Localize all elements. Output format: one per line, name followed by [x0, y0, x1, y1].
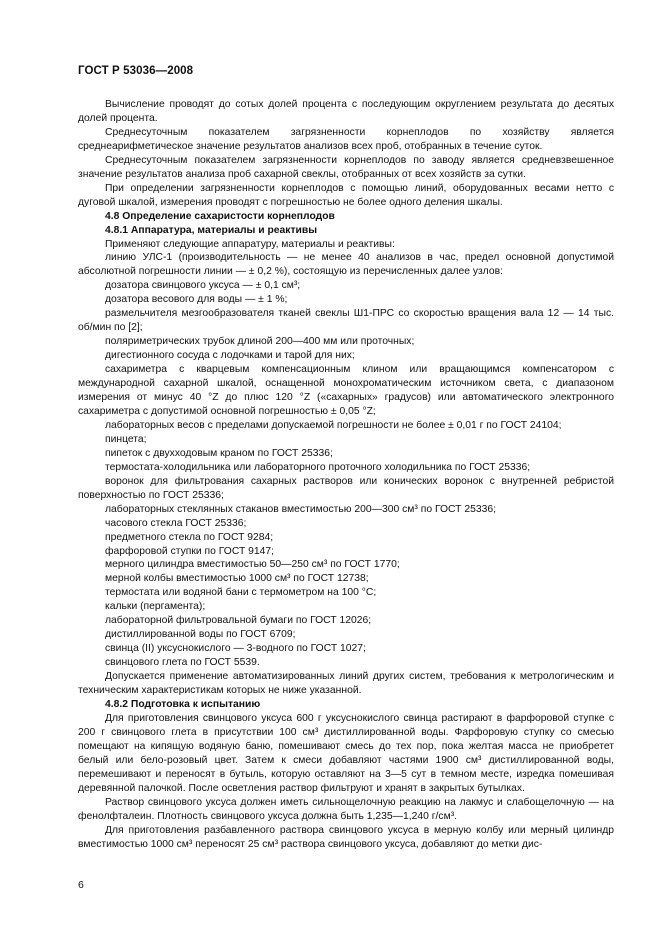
section-heading: 4.8.1 Аппаратура, материалы и реактивы: [105, 224, 318, 236]
page-number: 6: [78, 879, 84, 891]
paragraph: сахариметра с кварцевым компенсационным клином или вращающимся компенсатором с международной сахарной шкалой, оснащенной монохроматическим источником света, с диапазоном измерения от минус 40 °Z до плюс 120 °Z («сахарных» градусов) или автоматического электронного сахариметра с допустимой основной погрешностью ± 0,05 °Z;: [78, 364, 614, 417]
paragraph: Среднесуточным показателем загрязненности корнеплодов по хозяйству является среднеарифметическое значение результатов анализов всех проб, отобранных в течение суток.: [78, 126, 614, 152]
paragraph: поляриметрических трубок длиной 200—400 мм или проточных;: [105, 336, 415, 348]
paragraph: линию УЛС-1 (производительность — не менее 40 анализов в час, предел основной допустимой абсолютной погрешности линии — ± 0,2 %), состоящую из перечисленных далее узлов:: [78, 252, 614, 278]
paragraph: предметного стекла по ГОСТ 9284;: [105, 531, 274, 543]
section-heading: 4.8.2 Подготовка к испытанию: [105, 698, 261, 710]
paragraph: фарфоровой ступки по ГОСТ 9147;: [105, 545, 275, 557]
paragraph: дистиллированной воды по ГОСТ 6709;: [105, 629, 296, 641]
paragraph: лабораторных весов с пределами допускаемой погрешности не более ± 0,01 г по ГОСТ 24104;: [105, 419, 562, 431]
paragraph: лабораторных стеклянных стаканов вместимостью 200—300 см³ по ГОСТ 25336;: [105, 503, 496, 515]
section-heading: 4.8 Определение сахаристости корнеплодов: [105, 210, 335, 222]
document-body: [78, 98, 614, 851]
paragraph: часового стекла ГОСТ 25336;: [105, 517, 247, 529]
paragraph: свинцового глета по ГОСТ 5539.: [105, 657, 260, 669]
paragraph: свинца (II) уксуснокислого — 3-водного по ГОСТ 1027;: [105, 643, 366, 655]
paragraph: Допускается применение автоматизированных линий других систем, требования к метрологическим и техническим характеристикам которых не ниже указанной.: [78, 671, 614, 697]
paragraph: воронок для фильтрования сахарных растворов или конических воронок с внутренней ребристой поверхностью по ГОСТ 25336;: [78, 475, 614, 501]
paragraph: термостата-холодильника или лабораторного проточного холодильника по ГОСТ 25336;: [105, 461, 531, 473]
paragraph: термостата или водяной бани с термометром на 100 °С;: [105, 587, 377, 599]
paragraph: Вычисление проводят до сотых долей процента с последующим округлением результата до десятых долей процента.: [78, 99, 614, 124]
paragraph: дигестионного сосуда с лодочками и тарой для них;: [105, 350, 355, 362]
paragraph: Для приготовления свинцового уксуса 600 г уксуснокислого свинца растирают в фарфоровой ступке с 200 г свинцового глета в присутствии 100 см³ дистиллированной воды. Фарфоровую ступку со смесью помещают на кипящую водяную баню, помешивают смесь до тех пор, пока желтая масса не приобретет белый или бело-розовый цвет. Затем к смеси добавляют частями 1900 см³ дистиллированной воды, перемешивают и переносят в бутыль, которую оставляют на 3—5 сут в темном месте, изредка помешивая деревянной палочкой. После осветления раствор фильтруют и хранят в закрытых бутылках.: [78, 712, 614, 794]
paragraph: Среднесуточным показателем загрязненности корнеплодов по заводу является средневзвешенное значение результатов анализа проб сахарной свеклы, отобранных от всех хозяйств за сутки.: [78, 154, 614, 180]
paragraph: Для приготовления разбавленного раствора свинцового уксуса в мерную колбу или мерный цилиндр вместимостью 1000 см³ переносят 25 см³ раствора свинцового уксуса, добавляют до метки дис-: [78, 824, 614, 850]
paragraph: мерной колбы вместимостью 1000 см³ по ГОСТ 12738;: [105, 573, 369, 585]
paragraph: пинцета;: [105, 433, 147, 445]
paragraph: Применяют следующие аппаратуру, материалы и реактивы:: [105, 238, 395, 250]
standard-header: ГОСТ Р 53036—2008: [78, 65, 194, 77]
paragraph: лабораторной фильтровальной бумаги по ГОСТ 12026;: [105, 615, 372, 627]
paragraph: кальки (пергамента);: [105, 601, 206, 613]
paragraph: дозатора весового для воды — ± 1 %;: [105, 294, 288, 306]
paragraph: пипеток с двухходовым краном по ГОСТ 25336;: [105, 447, 333, 459]
paragraph: размельчителя мезгообразователя тканей свеклы Ш1-ПРС со скоростью вращения вала 12 — 14 тыс. об/мин по [2];: [78, 308, 614, 334]
paragraph: дозатора свинцового уксуса — ± 0,1 см³;: [105, 280, 301, 292]
paragraph: Раствор свинцового уксуса должен иметь сильнощелочную реакцию на лакмус и слабощелочную — на фенолфталеин. Плотность свинцового уксуса должна быть 1,235—1,240 г/см³.: [78, 796, 614, 822]
paragraph: При определении загрязненности корнеплодов с помощью линий, оборудованных весами нетто с дуговой шкалой, измерения проводят с погрешностью не более одного деления шкалы.: [78, 182, 614, 208]
paragraph: мерного цилиндра вместимостью 50—250 см³ по ГОСТ 1770;: [105, 559, 400, 571]
